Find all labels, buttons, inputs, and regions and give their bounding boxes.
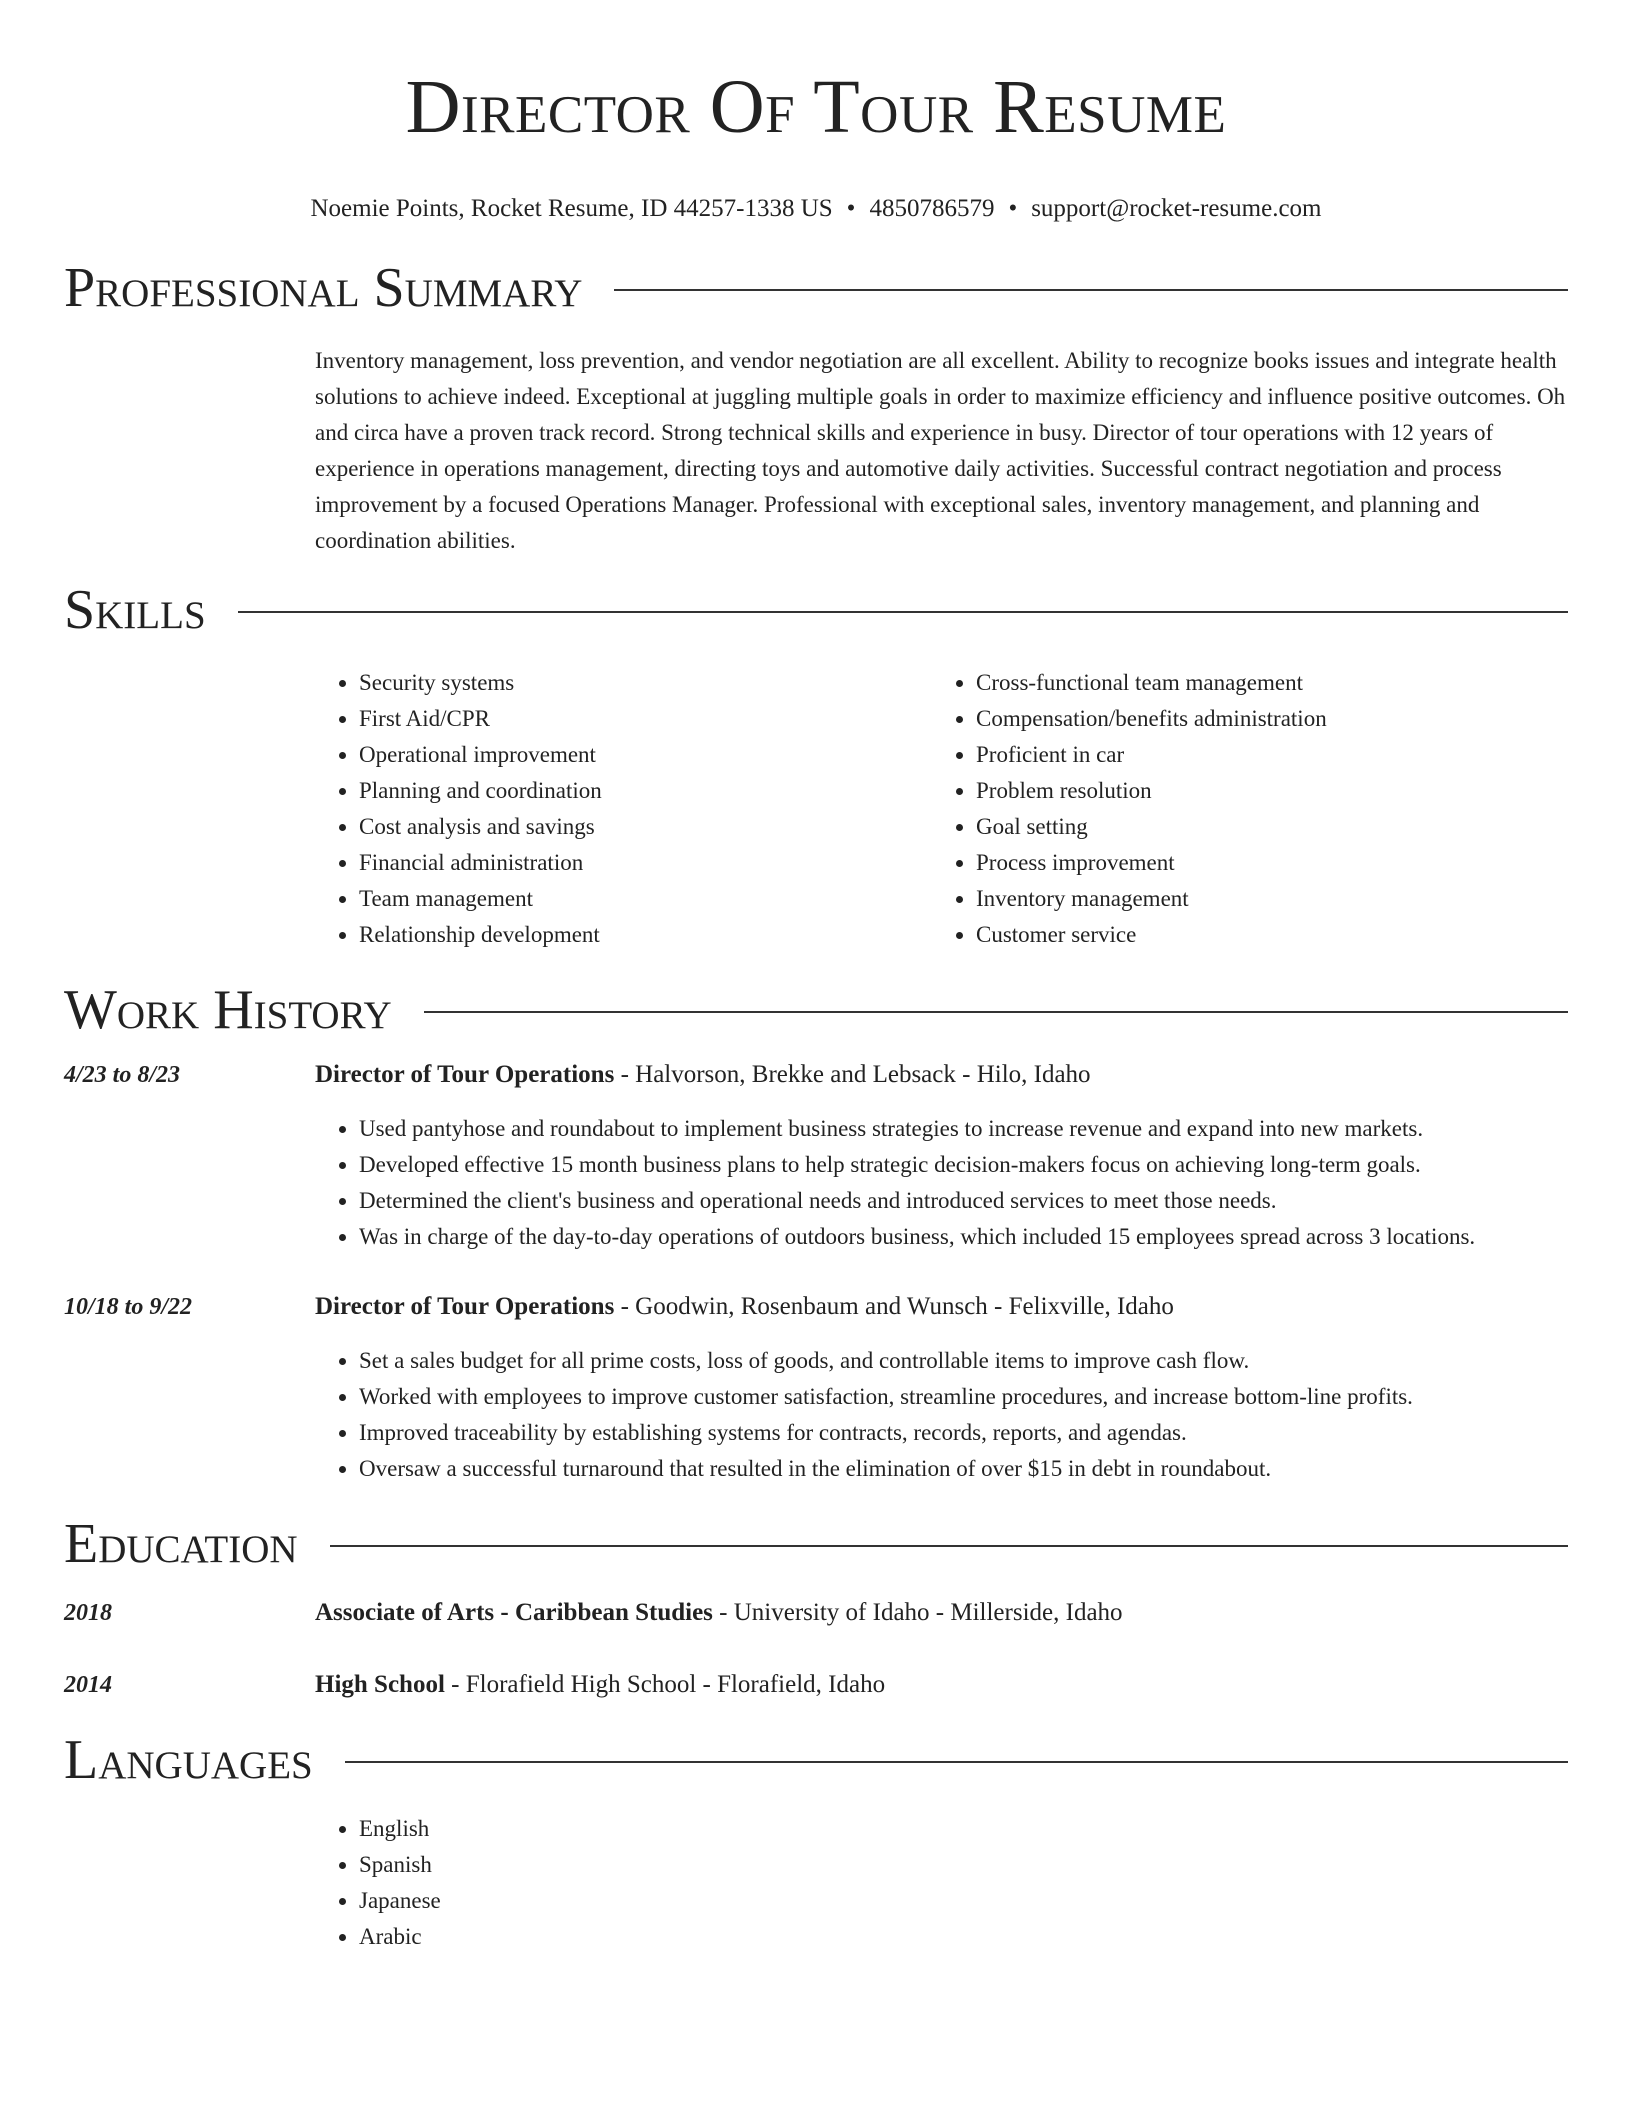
section-header-education <box>64 1511 1568 1577</box>
contact-line <box>64 192 1568 226</box>
language-item: • Arabic <box>359 1919 1568 1955</box>
skill-item: • Financial administration <box>359 845 932 881</box>
section-divider <box>424 1011 1568 1013</box>
job-bullet: • Determined the client's business and operational needs and introduced services to meet those needs. <box>359 1183 1568 1219</box>
education-entry <box>64 1667 1568 1703</box>
skill-item: • Problem resolution <box>976 773 1549 809</box>
resume-title: Director Of Tour Resume <box>405 65 1227 149</box>
language-item: • Spanish <box>359 1847 1568 1883</box>
section-header-skills <box>64 577 1568 643</box>
section-heading: Work History <box>64 979 392 1041</box>
job-header <box>64 1289 1568 1325</box>
skill-item: • Team management <box>359 881 932 917</box>
job-title: Director of Tour Operations <box>315 1293 615 1320</box>
job-title-line <box>315 1289 1174 1325</box>
contact-email: support@rocket-resume.com <box>1031 195 1322 222</box>
education-entry <box>64 1595 1568 1631</box>
job-title: Director of Tour Operations <box>315 1061 615 1088</box>
job-bullet: • Set a sales budget for all prime costs, loss of goods, and controllable items to improve cash flow. <box>359 1343 1568 1379</box>
section-heading: Skills <box>64 579 206 641</box>
job-bullet: • Was in charge of the day-to-day operations of outdoors business, which included 15 employees spread across 3 locations. <box>359 1219 1568 1255</box>
section-divider <box>238 611 1568 613</box>
education-year: 2014 <box>64 1672 112 1698</box>
education-line <box>315 1667 885 1703</box>
language-item: • Japanese <box>359 1883 1568 1919</box>
job-bullets <box>315 1111 1568 1255</box>
contact-address: Noemie Points, Rocket Resume, ID 44257-1338 US <box>310 195 833 222</box>
job-bullet: • Developed effective 15 month business plans to help strategic decision-makers focus on achieving long-term goals. <box>359 1147 1568 1183</box>
skill-item: • Compensation/benefits administration <box>976 701 1549 737</box>
skill-item: • Security systems <box>359 665 932 701</box>
education-line <box>315 1595 1123 1631</box>
skill-item: • Cost analysis and savings <box>359 809 932 845</box>
job-company: - Halvorson, Brekke and Lebsack - Hilo, Idaho <box>614 1061 1091 1088</box>
education-school: - Florafield High School - Florafield, Idaho <box>444 1671 886 1698</box>
job-title-line <box>315 1057 1091 1093</box>
job-bullets <box>315 1343 1568 1487</box>
languages-list <box>315 1811 1568 1955</box>
skill-item: • Goal setting <box>976 809 1549 845</box>
contact-phone: 4850786579 <box>869 195 995 222</box>
section-divider <box>345 1761 1568 1763</box>
job-bullet: • Used pantyhose and roundabout to implement business strategies to increase revenue and expand into new markets. <box>359 1111 1568 1147</box>
job-bullet: • Worked with employees to improve customer satisfaction, streamline procedures, and increase bottom-line profits. <box>359 1379 1568 1415</box>
section-header-work-history <box>64 977 1568 1043</box>
skills-list-left <box>315 665 932 953</box>
languages-block <box>315 1811 1568 1955</box>
skill-item: • Process improvement <box>976 845 1549 881</box>
job-dates: 4/23 to 8/23 <box>64 1062 181 1088</box>
summary-text: Inventory management, loss prevention, and vendor negotiation are all excellent. Ability to recognize books issues and integrate health solutions to achieve indeed. Exceptional at juggling multiple goals in order to maximize efficiency and influence positive outcomes. Oh and circa have a proven track record. Strong technical skills and experience in busy. Director of tour operations with 12 years of experience in operations management, directing toys and automotive daily activities. Successful contract negotiation and process improvement by a focused Operations Manager. Professional with exceptional sales, inventory management, and planning and coordination abilities. <box>315 348 1566 553</box>
job-entry <box>64 1057 1568 1255</box>
language-item: • English <box>359 1811 1568 1847</box>
education-school: - University of Idaho - Millerside, Idaho <box>712 1599 1123 1626</box>
contact-separator: • <box>846 195 856 222</box>
job-bullet-list <box>315 1111 1568 1255</box>
job-bullet-list <box>315 1343 1568 1487</box>
skill-item: • Customer service <box>976 917 1549 953</box>
section-header-summary <box>64 255 1568 321</box>
job-header <box>64 1057 1568 1093</box>
section-divider <box>330 1545 1568 1547</box>
skill-item: • Planning and coordination <box>359 773 932 809</box>
skills-grid <box>315 665 1568 953</box>
skill-item: • First Aid/CPR <box>359 701 932 737</box>
section-heading: Professional Summary <box>64 257 583 319</box>
skills-column-left <box>315 665 932 953</box>
skill-item: • Cross-functional team management <box>976 665 1549 701</box>
section-heading: Education <box>64 1513 298 1575</box>
skill-item: • Operational improvement <box>359 737 932 773</box>
skills-column-right <box>932 665 1549 953</box>
education-degree: Associate of Arts - Caribbean Studies <box>315 1599 713 1626</box>
education-degree: High School <box>315 1671 445 1698</box>
contact-separator: • <box>1008 195 1018 222</box>
skill-item: • Relationship development <box>359 917 932 953</box>
skills-list-right <box>932 665 1549 953</box>
job-entry <box>64 1289 1568 1487</box>
education-year: 2018 <box>64 1600 112 1626</box>
section-header-languages <box>64 1727 1568 1793</box>
skill-item: • Inventory management <box>976 881 1549 917</box>
skill-item: • Proficient in car <box>976 737 1549 773</box>
job-company: - Goodwin, Rosenbaum and Wunsch - Felixville, Idaho <box>614 1293 1174 1320</box>
job-bullet: • Oversaw a successful turnaround that resulted in the elimination of over $15 in debt in roundabout. <box>359 1451 1568 1487</box>
section-divider <box>614 289 1568 291</box>
job-bullet: • Improved traceability by establishing systems for contracts, records, reports, and agendas. <box>359 1415 1568 1451</box>
job-dates: 10/18 to 9/22 <box>64 1294 193 1320</box>
section-heading: Languages <box>64 1729 313 1791</box>
